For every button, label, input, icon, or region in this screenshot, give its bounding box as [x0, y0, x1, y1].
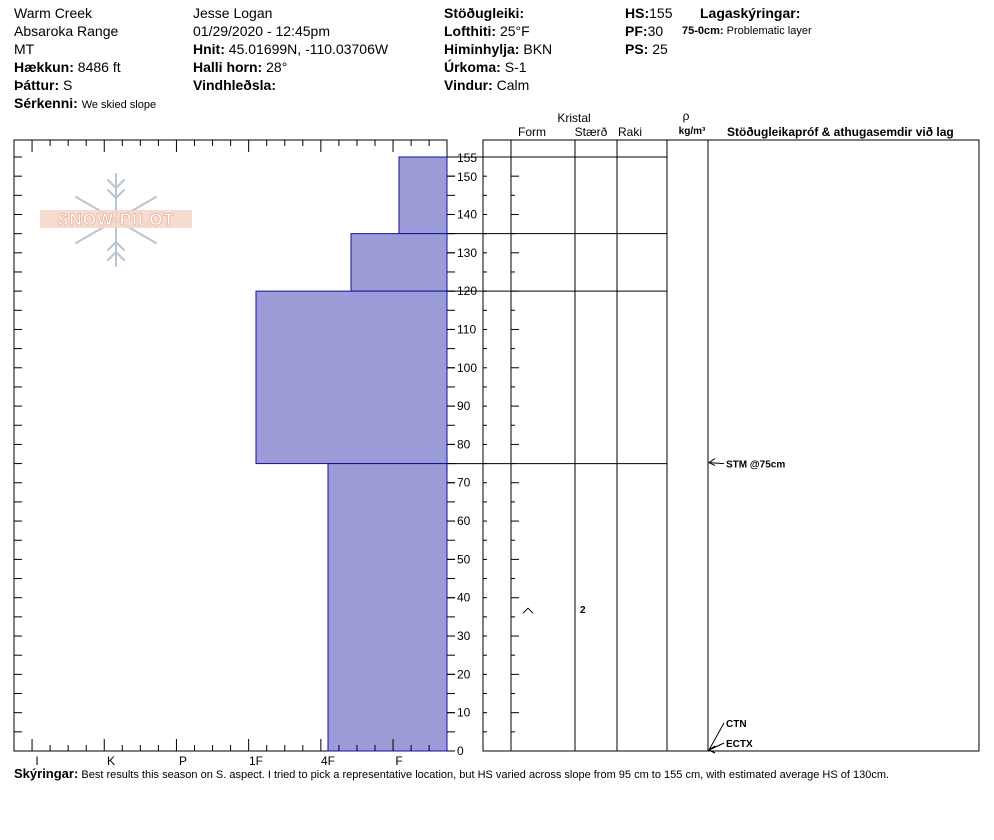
layer-notes-label: Lagaskýringar:: [700, 5, 801, 21]
pf-label: PF:: [625, 23, 648, 39]
test-label-2: ECTX: [726, 739, 753, 750]
depth-label-150: 150: [457, 170, 478, 185]
state-name: MT: [14, 41, 35, 57]
slope-label: Halli horn:: [193, 59, 263, 75]
header-size: Stærð: [574, 125, 608, 139]
airtemp-value: 25°F: [499, 23, 530, 39]
depth-label-0: 0: [457, 744, 464, 758]
hardness-layers: [256, 157, 447, 751]
coords-label: Hnit:: [193, 41, 225, 57]
hardness-label-4F: 4F: [320, 754, 336, 768]
precip-label: Úrkoma:: [444, 59, 501, 75]
ps-value: 25: [652, 41, 668, 57]
depth-label-70: 70: [457, 475, 471, 490]
hs-label: HS:: [625, 5, 650, 21]
hardness-layer-1: [351, 234, 447, 291]
elevation-value: 8486 ft: [77, 59, 121, 75]
depth-label-140: 140: [457, 207, 478, 222]
table-depth-ticks: [483, 157, 519, 751]
hardness-label-K: K: [106, 754, 116, 768]
hardness-label-F: F: [395, 754, 403, 768]
coords-value: 45.01699N, -110.03706W: [228, 41, 389, 57]
depth-label-130: 130: [457, 245, 478, 260]
aspect-value: S: [63, 77, 73, 93]
depth-label-60: 60: [457, 514, 471, 529]
hardness-layer-3: [328, 464, 447, 751]
header-moisture: Raki: [617, 125, 643, 139]
airtemp-label: Lofthiti:: [444, 23, 497, 39]
test-arrow-2: [709, 746, 715, 753]
depth-label-30: 30: [457, 629, 471, 644]
wind-value: Calm: [496, 77, 530, 93]
layer-boundaries: [447, 157, 667, 464]
observer-name: Jesse Logan: [193, 5, 273, 21]
depth-tick-labels: [457, 151, 477, 758]
wind-label: Vindur:: [444, 77, 493, 93]
hardness-label-1F: 1F: [248, 754, 264, 768]
crystal-size-0: 2: [580, 605, 586, 617]
test-label-1: CTN: [726, 719, 747, 730]
header-density-unit: kg/m³: [678, 126, 706, 137]
sky-value: BKN: [523, 41, 553, 57]
depth-label-40: 40: [457, 590, 471, 605]
header-crystal: Kristal: [557, 111, 591, 125]
slope-value: 28°: [266, 59, 288, 75]
test-arrow-0: [709, 459, 715, 466]
hardness-layer-0: [399, 157, 447, 234]
comments-row: [14, 766, 989, 781]
hs-value: 155: [649, 5, 673, 21]
depth-label-50: 50: [457, 552, 471, 567]
depth-label-155: 155: [457, 151, 478, 165]
table-panel-frame: [483, 140, 979, 751]
depth-label-90: 90: [457, 399, 471, 414]
location-name: Warm Creek: [14, 5, 93, 21]
header-rho: ρ: [682, 109, 690, 123]
range-name: Absaroka Range: [14, 23, 119, 39]
crystal-form-symbol-0: [523, 608, 533, 613]
features-label: Sérkenni:: [14, 95, 78, 111]
depth-label-100: 100: [457, 360, 478, 375]
aspect-label: Þáttur:: [14, 77, 60, 93]
header-form: Form: [518, 125, 546, 139]
features-value: We skied slope: [81, 99, 157, 111]
pf-value: 30: [647, 23, 664, 39]
hardness-label-I: I: [35, 754, 39, 768]
elevation-label: Hækkun:: [14, 59, 74, 75]
stability-label: Stöðugleiki:: [444, 5, 525, 21]
stability-tests: [709, 459, 785, 753]
wind-loading-label: Vindhleðsla:: [193, 77, 276, 93]
depth-label-10: 10: [457, 705, 471, 720]
test-label-0: STM @75cm: [726, 459, 786, 471]
crystal-observations: [523, 605, 586, 616]
obs-datetime: 01/29/2020 - 12:45pm: [193, 23, 330, 39]
sky-label: Himinhylja:: [444, 41, 520, 57]
precip-value: S-1: [504, 59, 527, 75]
depth-label-20: 20: [457, 667, 471, 682]
layer-note-range: 75-0cm:: [682, 25, 724, 37]
depth-label-110: 110: [457, 322, 477, 337]
ps-label: PS:: [625, 41, 649, 57]
header-tests: Stöðugleikapróf & athugasemdir við lag: [727, 125, 954, 139]
depth-label-120: 120: [457, 284, 478, 299]
logo-text: SNOW PILOT: [57, 210, 175, 229]
hardness-layer-2: [256, 291, 447, 463]
layer-note-text: Problematic layer: [726, 25, 812, 37]
comments-text: Best results this season on S. aspect. I tried to pick a representative location, but HS varied across slope from 95 cm to 155 cm, with estimated average HS of 130cm.: [81, 769, 890, 781]
comments-label: Skýringar:: [14, 766, 79, 781]
hardness-label-P: P: [178, 754, 188, 768]
depth-label-80: 80: [457, 437, 471, 452]
